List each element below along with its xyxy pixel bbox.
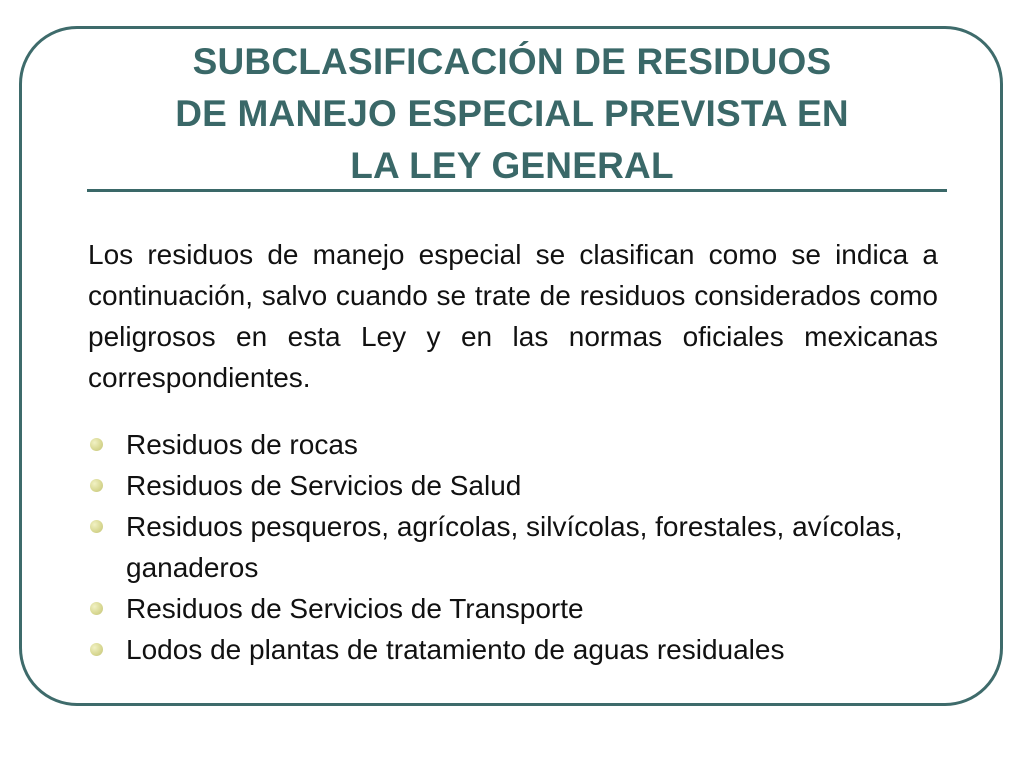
bullet-dot-icon <box>90 438 103 451</box>
bullet-dot-icon <box>90 520 103 533</box>
title-line-3: LA LEY GENERAL <box>350 145 674 186</box>
intro-paragraph: Los residuos de manejo especial se clasifican como se indica a continuación, salvo cuando se trate de residuos considerados como peligrosos en esta Ley y en las normas oficiales mexicanas correspondientes. <box>88 239 938 393</box>
list-item-text: Lodos de plantas de tratamiento de aguas residuales <box>126 634 785 665</box>
bullet-dot-icon <box>90 602 103 615</box>
list-item-text: Residuos de rocas <box>126 429 358 460</box>
list-item <box>88 588 948 629</box>
bullet-list <box>88 424 948 670</box>
list-item-text: Residuos de Servicios de Salud <box>126 470 522 501</box>
list-item <box>88 424 948 465</box>
slide-title <box>80 36 944 192</box>
title-divider <box>87 189 947 192</box>
list-item <box>88 629 948 670</box>
title-line-2: DE MANEJO ESPECIAL PREVISTA EN <box>175 93 849 134</box>
bullet-dot-icon <box>90 643 103 656</box>
list-item-text: Residuos de Servicios de Transporte <box>126 593 584 624</box>
bullet-dot-icon <box>90 479 103 492</box>
list-item <box>88 506 948 588</box>
list-item-text: Residuos pesqueros, agrícolas, silvícolas, forestales, avícolas, ganaderos <box>126 511 903 583</box>
title-line-1: SUBCLASIFICACIÓN DE RESIDUOS <box>192 41 832 82</box>
list-item <box>88 465 948 506</box>
